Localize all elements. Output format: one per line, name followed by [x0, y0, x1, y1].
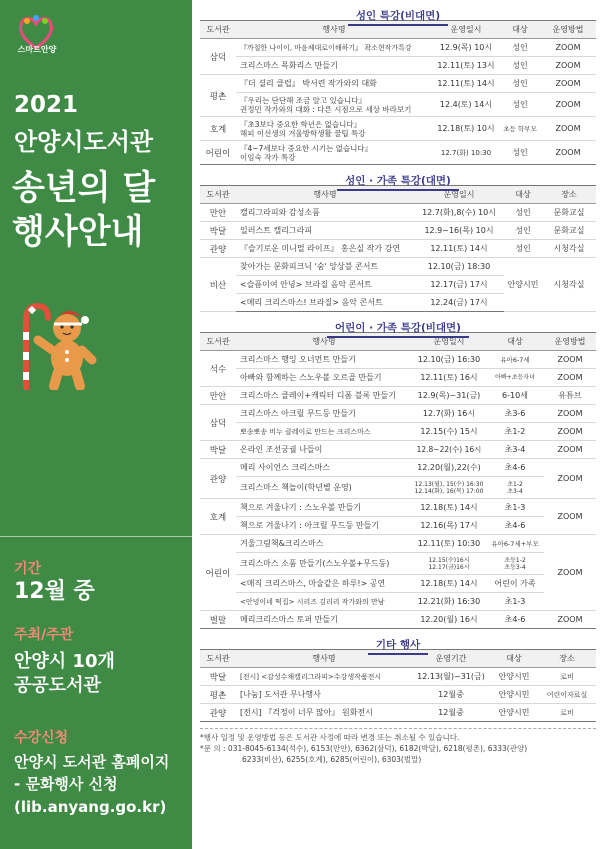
- table-row: [200, 441, 596, 459]
- event-target: 안양시민: [490, 686, 538, 704]
- header-place: 장소: [538, 650, 596, 668]
- event-date: 12.11(토) 10:30: [412, 535, 486, 553]
- table-other-events: [200, 649, 596, 722]
- year: 2021: [14, 92, 79, 118]
- event-date: 12.8~22(수) 16시: [412, 441, 486, 459]
- gingerbread-mascot-icon: [12, 280, 102, 390]
- event-method: ZOOM: [540, 39, 596, 57]
- library-cell: 만안: [200, 204, 236, 222]
- library-cell: 호계: [200, 499, 236, 535]
- library-cell: 박달: [200, 668, 236, 686]
- host-line2: 공공도서관: [14, 675, 101, 696]
- event-method: ZOOM: [544, 405, 596, 423]
- table-row: [200, 517, 596, 535]
- event-date: 12.18(토) 10시: [432, 117, 500, 141]
- event-date: 12.7(화),8(수) 10시: [414, 204, 504, 222]
- header-library: 도서관: [200, 21, 236, 39]
- event-date: 12월중: [412, 704, 490, 722]
- event-date: 12.16(목) 17시: [412, 517, 486, 535]
- apply-line1: 안양시 도서관 홈페이지: [14, 753, 170, 771]
- table-row: [200, 57, 596, 75]
- event-date: 12.11(토) 13시: [432, 57, 500, 75]
- event-date: 12.4(토) 14시: [432, 93, 500, 117]
- event-target: 성인: [504, 204, 542, 222]
- table-row: [200, 668, 596, 686]
- event-name: 크리스마스 아크릴 무드등 만들기: [236, 405, 412, 423]
- event-target: 유아6-7세+부모: [486, 535, 544, 553]
- event-name: 『우리는 단단해 조금 알고 있습니다』 권정민 작가와의 대화 : 다른 시점으로 세상 바라보기: [236, 93, 432, 117]
- left-divider: [0, 536, 192, 537]
- event-date: 12.11(토) 14시: [432, 75, 500, 93]
- event-date: 12.7(화) 10:30: [432, 141, 500, 165]
- event-name: 메리 사이언스 크리스마스: [236, 459, 412, 477]
- event-date: 12.7(화) 16시: [412, 405, 486, 423]
- header-method: 운영방법: [544, 333, 596, 351]
- event-place: 로비: [538, 704, 596, 722]
- event-place: 시청각실: [542, 258, 596, 312]
- table-row: [200, 222, 596, 240]
- library-cell: 평촌: [200, 686, 236, 704]
- event-target: 성인: [500, 75, 540, 93]
- event-name: [전시] <감성수채캘리그라피>수강생작품전시: [236, 668, 412, 686]
- table-row: [200, 686, 596, 704]
- logo-text: 스마트안양: [17, 45, 57, 54]
- event-name: 책으로 겨울나기 : 아크릴 무드등 만들기: [236, 517, 412, 535]
- event-name: 겨울그림책&크리스마스: [236, 535, 412, 553]
- event-date: 12.18(토) 14시: [412, 499, 486, 517]
- event-target: 초1-3: [486, 593, 544, 611]
- headline-line1: 송년의 달: [12, 168, 156, 208]
- header-target: 대상: [500, 21, 540, 39]
- host-label: 주최/주관: [14, 627, 74, 643]
- header-datetime: 운영일시: [414, 186, 504, 204]
- event-method: ZOOM: [544, 423, 596, 441]
- event-date: 12.9(목) 10시: [432, 39, 500, 57]
- event-date: 12월중: [412, 686, 490, 704]
- footnote-contact-cont: 6233(비산), 6255(호계), 6285(어린이), 6303(벌말): [242, 755, 422, 764]
- event-date: 12.15(수)16시 12.17(금)16시: [412, 553, 486, 575]
- event-target: 6-10세: [486, 387, 544, 405]
- section-title-kids-online: 어린이 · 가족 특강(비대면): [200, 312, 596, 332]
- header-target: 대상: [486, 333, 544, 351]
- event-target: 어린이 가족: [486, 575, 544, 593]
- event-method: ZOOM: [544, 499, 596, 535]
- event-tables: [200, 0, 596, 765]
- event-place: 시청각실: [542, 240, 596, 258]
- event-method: ZOOM: [544, 535, 596, 611]
- event-name: 일러스트 캘리그라피: [236, 222, 414, 240]
- event-method: ZOOM: [540, 57, 596, 75]
- period-label: 기간: [14, 561, 42, 577]
- library-cell: 만안: [200, 387, 236, 405]
- apply-line2: - 문화행사 신청: [14, 775, 118, 793]
- table-row: [200, 204, 596, 222]
- table-row: [200, 387, 596, 405]
- period-value: 12월 중: [14, 579, 95, 604]
- event-name: 캘리그라피와 감성소품: [236, 204, 414, 222]
- event-method: ZOOM: [540, 141, 596, 165]
- event-target: 초등1-2 초등3-4: [486, 553, 544, 575]
- library-cell: 박달: [200, 441, 236, 459]
- table-row: [200, 39, 596, 57]
- table-adult-offline: [200, 185, 596, 312]
- table-row: [200, 477, 596, 499]
- event-name: 『까칠한 나이이, 마음체대로이해하기』 곽소현작가특강: [236, 39, 432, 57]
- event-method: ZOOM: [540, 117, 596, 141]
- event-target: 유아6-7세: [486, 351, 544, 369]
- library-cell: 관양: [200, 459, 236, 499]
- host-line1: 안양시 10개: [14, 651, 115, 672]
- event-target: 안양시민: [490, 668, 538, 686]
- table-row: [200, 553, 596, 575]
- table-row: [200, 423, 596, 441]
- event-target: 성인: [500, 93, 540, 117]
- event-name: 『초3보다 중요한 학년은 없습니다』 해피 이선생의 겨울방학생활 꿀팁 특강: [236, 117, 432, 141]
- table-row: [200, 141, 596, 165]
- header-method: 운영방법: [540, 21, 596, 39]
- header-event: 행사명: [236, 333, 412, 351]
- event-target: 성인: [500, 57, 540, 75]
- event-target: 아빠+초등자녀: [486, 369, 544, 387]
- event-name: 『더 셜리 클럽』 박서련 작가와의 대화: [236, 75, 432, 93]
- event-method: ZOOM: [544, 441, 596, 459]
- footnote-notice: *행사 일정 및 운영방법 등은 도서관 사정에 따라 변경 또는 취소될 수 있습니다.: [200, 733, 460, 742]
- event-target: 성인: [500, 141, 540, 165]
- event-name: [나눔] 도서관 무나행사: [236, 686, 412, 704]
- header-datetime: 운영일시: [412, 333, 486, 351]
- header-library: 도서관: [200, 186, 236, 204]
- event-target: 초3-6: [486, 405, 544, 423]
- header-event: 행사명: [236, 650, 412, 668]
- event-target: 초4-6: [486, 517, 544, 535]
- table-adult-online: [200, 20, 596, 165]
- header-place: 장소: [542, 186, 596, 204]
- footnote: [200, 728, 596, 765]
- event-date: 12.13(월)~31(금): [412, 668, 490, 686]
- event-name: <슬픔이여 안녕> 브라질 음악 콘서트: [236, 276, 414, 294]
- event-target: 초1-2: [486, 423, 544, 441]
- event-method: 유튜브: [544, 387, 596, 405]
- event-date: 12.21(화) 16:30: [412, 593, 486, 611]
- library-cell: 삼덕: [200, 39, 236, 75]
- library-cell: 어린이: [200, 535, 236, 611]
- table-row: [200, 459, 596, 477]
- section-title-adult-offline: 성인 · 가족 특강(대면): [200, 165, 596, 185]
- event-place: 문화교실: [542, 222, 596, 240]
- footnote-contact: *문 의 : 031-8045-6134(석수), 6153(만안), 6362(삼덕), 6182(박달), 6218(평촌), 6333(관양): [200, 744, 528, 753]
- table-row: [200, 351, 596, 369]
- table-row: [200, 369, 596, 387]
- event-target: 초4-6: [486, 611, 544, 629]
- event-date: 12.9~16(목) 10시: [414, 222, 504, 240]
- header-library: 도서관: [200, 333, 236, 351]
- event-date: 12.9(목)~31(금): [412, 387, 486, 405]
- event-date: 12.10(금) 18:30: [414, 258, 504, 276]
- table-row: [200, 704, 596, 722]
- table-kids-online: [200, 332, 596, 629]
- library-cell: 평촌: [200, 75, 236, 117]
- event-method: ZOOM: [544, 459, 596, 499]
- apply-label: 수강신청: [14, 730, 69, 746]
- event-name: 크리스마스 책놀이(학년별 운영): [236, 477, 412, 499]
- event-name: 『슬기로운 미니멀 라이프』 홍은실 작가 강연: [236, 240, 414, 258]
- event-target: 성인: [504, 240, 542, 258]
- event-method: ZOOM: [540, 93, 596, 117]
- library-cell: 삼덕: [200, 405, 236, 441]
- section-title-other: 기타 행사: [200, 629, 596, 649]
- event-target: 안양시민: [504, 258, 542, 312]
- library-cell: 관양: [200, 704, 236, 722]
- table-row: [200, 593, 596, 611]
- event-name: 뽀송뽀송 비누 클레이로 만드는 크리스마스: [236, 423, 412, 441]
- section-title-adult-online: 성인 특강(비대면): [200, 0, 596, 20]
- event-method: ZOOM: [544, 611, 596, 629]
- event-date: 12.17(금) 17시: [414, 276, 504, 294]
- headline: [12, 166, 155, 254]
- library-cell: 관양: [200, 240, 236, 258]
- table-row: [200, 611, 596, 629]
- library-cell: 호계: [200, 117, 236, 141]
- event-date: 12.20(월) 16시: [412, 611, 486, 629]
- event-name: [전시] 『걱정이 너무 많아』 원화전시: [236, 704, 412, 722]
- table-row: [200, 258, 596, 276]
- apply-url: (lib.anyang.go.kr): [14, 798, 167, 816]
- event-place: 로비: [538, 668, 596, 686]
- org-name: 안양시도서관: [14, 128, 154, 156]
- event-date: 12.11(토) 16시: [412, 369, 486, 387]
- event-name: 책으로 겨울나기 : 스노우볼 만들기: [236, 499, 412, 517]
- header-target: 대상: [504, 186, 542, 204]
- event-place: 문화교실: [542, 204, 596, 222]
- table-row: [200, 499, 596, 517]
- header-event: 행사명: [236, 186, 414, 204]
- left-panel: [0, 0, 192, 849]
- event-target: 초1-3: [486, 499, 544, 517]
- event-date: 12.10(금) 16:30: [412, 351, 486, 369]
- event-date: 12.18(토) 14시: [412, 575, 486, 593]
- header-target: 대상: [490, 650, 538, 668]
- event-name: <매직 크리스마스, 마술같은 하루!> 공연: [236, 575, 412, 593]
- header-library: 도서관: [200, 650, 236, 668]
- library-cell: 비산: [200, 258, 236, 312]
- event-name: 아빠와 함께하는 스노우볼 오르골 만들기: [236, 369, 412, 387]
- header-period: 운영기간: [412, 650, 490, 668]
- event-method: ZOOM: [544, 369, 596, 387]
- event-date: 12.20(월),22(수): [412, 459, 486, 477]
- event-date: 12.13(월), 15(수) 16:30 12.14(화), 16(목) 17:00: [412, 477, 486, 499]
- event-name: 크리스마스 소품 만들기(스노우볼+무드등): [236, 553, 412, 575]
- event-target: 초3-4: [486, 441, 544, 459]
- table-row: [200, 240, 596, 258]
- event-target: 안양시민: [490, 704, 538, 722]
- event-date: 12.24(금) 17시: [414, 294, 504, 312]
- event-method: ZOOM: [540, 75, 596, 93]
- event-name: 『4~7세보다 중요한 시기는 없습니다』 이임숙 작가 특강: [236, 141, 432, 165]
- event-place: 어린이자료실: [538, 686, 596, 704]
- table-row: [200, 93, 596, 117]
- library-cell: 벌말: [200, 611, 236, 629]
- table-row: [200, 575, 596, 593]
- library-cell: 석수: [200, 351, 236, 387]
- event-name: 크리스마스 클레이+캐릭터 디폼 블록 만들기: [236, 387, 412, 405]
- event-name: <메리 크리스마스! 브라질> 음악 콘서트: [236, 294, 414, 312]
- event-target: 성인: [504, 222, 542, 240]
- table-row: [200, 117, 596, 141]
- table-row: [200, 405, 596, 423]
- event-name: 찾아가는 문화피크닉 '숨' 앙상블 콘서트: [236, 258, 414, 276]
- event-date: 12.11(토) 14시: [414, 240, 504, 258]
- library-cell: 어린이: [200, 141, 236, 165]
- table-row: [200, 75, 596, 93]
- event-name: 메리크리스마스 토퍼 만들기: [236, 611, 412, 629]
- event-name: <안녕이네 떡집> 시리즈 김리리 작가와의 만남: [236, 593, 412, 611]
- library-cell: 박달: [200, 222, 236, 240]
- event-date: 12.15(수) 15시: [412, 423, 486, 441]
- event-name: 크리스마스 행잉 오너먼트 만들기: [236, 351, 412, 369]
- table-row: [200, 535, 596, 553]
- event-target: 초4-6: [486, 459, 544, 477]
- event-method: ZOOM: [544, 351, 596, 369]
- event-name: 크리스마스 목화리스 만들기: [236, 57, 432, 75]
- event-target: 초1-2 초3-4: [486, 477, 544, 499]
- event-target: 성인: [500, 39, 540, 57]
- header-event: 행사명: [236, 21, 432, 39]
- event-name: 온라인 조선궁궐 나들이: [236, 441, 412, 459]
- header-datetime: 운영일시: [432, 21, 500, 39]
- headline-line2: 행사안내: [12, 212, 144, 252]
- event-target: 초등 학부모: [500, 117, 540, 141]
